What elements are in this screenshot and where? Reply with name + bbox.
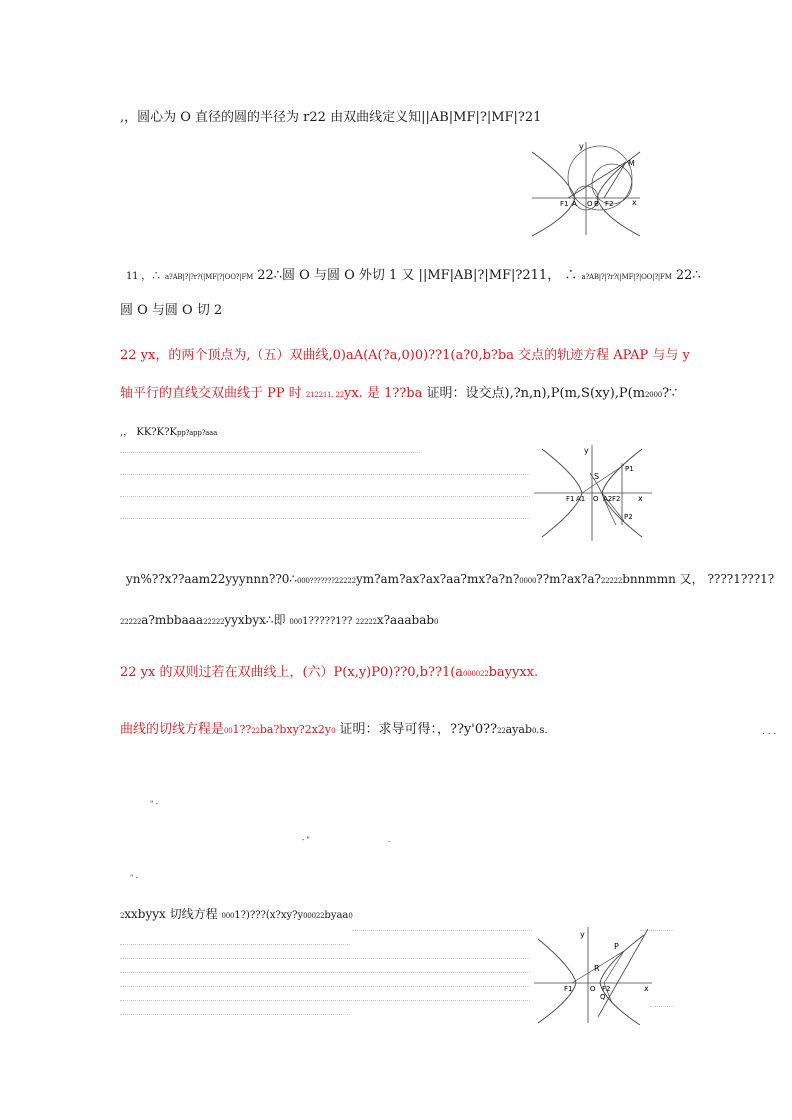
hyperbola-left-branch (532, 152, 575, 236)
label-O: O (593, 495, 599, 503)
line-7-part-f: 22222 (600, 577, 623, 585)
hyperbola-right-branch (600, 935, 644, 1025)
line-8-part-c: 22222 (203, 618, 225, 626)
line-11-part-c: 000 (221, 912, 235, 920)
stray-mark-3 (388, 832, 390, 848)
dotted-rule-5 (352, 930, 532, 931)
label-P1: P1 (625, 465, 634, 473)
line-5-part-g: ?∵ (662, 386, 678, 401)
segment-f2-m (604, 162, 626, 198)
line-11-part-g: 0 (348, 912, 353, 920)
label-B: B (594, 200, 599, 208)
line-a1-p1 (582, 465, 624, 493)
label-x: x (644, 984, 649, 993)
hyperbola-left-branch (538, 939, 576, 1023)
label-Q: Q (600, 993, 606, 1001)
dotted-rule-11 (120, 1014, 350, 1015)
dotted-rule-2 (120, 474, 530, 475)
line-10-part-h: 证明：求导可得：，??y'0?? (335, 722, 498, 737)
label-y: y (580, 930, 585, 939)
line-7-part-b: 000???????22222 (297, 577, 356, 585)
stray-mark-4 (130, 870, 138, 886)
label-F2: F2 (605, 200, 614, 208)
line-6-part-a: ,， KK?K?K (120, 427, 177, 438)
line-2-part-b: a?AB|?|?r?(|MF|?|OO?|FM (165, 273, 254, 281)
text-line-11 (120, 906, 353, 924)
line-8-part-f: 1?????1?? (302, 616, 356, 627)
line-10-part-g: 0 (331, 727, 336, 735)
label-F2: F2 (612, 495, 621, 503)
line-11-part-a: 2 (120, 912, 125, 920)
line-5-part-b: 212211. 22 (305, 391, 344, 399)
label-O: O (590, 985, 596, 993)
dotted-rule-4 (120, 518, 530, 519)
figure-hyperbola-circles (530, 140, 650, 240)
line-5-part-e: 证明：设交点),?n,n),P(m,S(xy),P(m (422, 386, 646, 401)
line-8-part-e: 000 (289, 618, 303, 626)
line-8-part-d: yyxbyx∴即 (224, 613, 290, 627)
text-line-6 (120, 424, 217, 441)
label-P2: P2 (624, 513, 633, 521)
line-2-part-d: a?AB|?|?r?(|MF|?|OO|?|FM (581, 273, 672, 281)
label-y: y (584, 446, 589, 455)
line-8-part-g: 22222 (355, 618, 377, 626)
line-10-part-j: ayab (505, 723, 532, 736)
label-F1: F1 (564, 985, 573, 993)
stray-mark-4-text: " - (130, 874, 138, 882)
label-P: P (614, 942, 619, 951)
label-M: M (628, 159, 635, 168)
text-line-9-red (120, 665, 538, 682)
label-y: y (579, 142, 584, 151)
dotted-rule-8 (120, 972, 530, 973)
text-line-3 (120, 303, 222, 319)
stray-mark-1-text: " - (150, 800, 158, 808)
trailing-dots-text: . . . (762, 727, 777, 737)
label-F1: F1 (566, 495, 575, 503)
line-8-part-h: x?aaabab (376, 613, 435, 627)
label-F2: F2 (602, 985, 611, 993)
line-7-part-c: ym?am?ax?ax?aa?mx?a?n? (355, 572, 520, 586)
stray-mark-2-text: - " (302, 836, 310, 844)
tangent-line (598, 929, 648, 1017)
figure-hyperbola-chord (532, 443, 662, 543)
line-8-part-a: 22222 (120, 618, 142, 626)
line-1-text: ,，圆心为 O 直径的圆的半径为 r22 由双曲线定义知||AB|MF|?|MF|?21 (120, 110, 542, 125)
line-9-part-a: 22 yx 的双则过若在双曲线上，(六）P(x,y)P0)??0,b??1(a (120, 665, 464, 680)
line-10-part-k: 0 (531, 727, 537, 735)
label-O: O (587, 200, 593, 208)
dotted-rule-6 (120, 944, 350, 945)
text-line-10 (120, 722, 548, 739)
line-8-part-i: 0 (434, 618, 439, 626)
line-10-part-i: 22 (497, 727, 506, 735)
line-5-part-d: ba (406, 386, 423, 401)
line-5-part-c: yx. 是 1?? (344, 386, 407, 401)
line-10-part-b: 00 (224, 727, 233, 735)
text-line-7 (126, 571, 774, 589)
line-2-part-c: 22∴圆 O 与圆 O 外切 1 又 ||MF|AB|?|MF|?211， ∴ (257, 268, 578, 283)
text-line-1 (120, 110, 541, 126)
dotted-rule-7 (120, 958, 530, 959)
line-10-part-c: 1?? (232, 723, 252, 736)
line-5-part-f: 2000 (645, 391, 663, 399)
label-A2: A2 (603, 495, 613, 503)
trailing-dots (762, 724, 776, 740)
dotted-rule-1 (120, 452, 420, 453)
line-7-part-g: bnnmmn 又， ????1???1? (622, 572, 775, 586)
line-7-part-d: 0000 (519, 577, 537, 585)
line-3-text: 圆 O 与圆 O 切 2 (120, 303, 223, 318)
label-F1: F1 (560, 200, 569, 208)
line-6-part-b: pp?app?aaa (176, 429, 218, 437)
dotted-rule-3 (120, 496, 530, 497)
segment-f2-p (604, 951, 624, 983)
line-10-part-d: 22 (251, 727, 260, 735)
label-x: x (638, 494, 643, 503)
stray-mark-1 (150, 796, 158, 812)
line-2-part-a: 11 ，∴ (126, 271, 161, 282)
text-line-2 (126, 268, 701, 285)
stray-mark-3-text: . (388, 836, 391, 844)
text-line-4-red (120, 348, 690, 364)
label-A: A (572, 200, 577, 208)
line-10-part-e: ba (259, 723, 274, 736)
dotted-rule-9 (120, 986, 530, 987)
line-11-part-e: 00022 (303, 912, 325, 920)
label-A1: A1 (576, 495, 586, 503)
dotted-rule-10 (120, 1000, 530, 1001)
line-11-part-d: 1?)???(x?xy?y (234, 910, 304, 921)
line-10-part-f: ?bxy?2x2y (273, 723, 332, 736)
line-7-part-a: yn%??x??aam22yyynnn??0∴ (126, 572, 298, 586)
line-9-part-c: bayyxx. (488, 665, 539, 680)
line-4-part-b: ba 交点的轨迹方程 APAP 与与 y (497, 348, 690, 363)
line-8-part-b: a?mbbaaa (141, 613, 204, 627)
line-11-part-f: byaa (324, 910, 349, 921)
label-x: x (632, 198, 637, 207)
line-9-part-b: 000022 (463, 670, 489, 678)
stray-mark-2 (302, 832, 310, 848)
line-10-part-l: .s. (536, 725, 548, 736)
line-11-part-b: xxbyyx 切线方程 (124, 907, 222, 921)
line-5-part-a: 轴平行的直线交双曲线于 PP 时 (120, 386, 306, 401)
label-R: R (594, 964, 600, 973)
text-line-5 (120, 386, 677, 403)
label-S: S (594, 472, 600, 481)
text-line-8 (120, 612, 438, 630)
line-10-part-a: 曲线的切线方程是 (120, 722, 225, 737)
figure-hyperbola-tangent (532, 925, 662, 1025)
line-2-part-e: 22∴ (675, 268, 701, 283)
line-4-part-a: 22 yx，的两个顶点为,（五）双曲线,0)aA(A(?a,0)0)??1(a?0,b? (120, 348, 498, 363)
line-7-part-e: ??m?ax?a? (536, 572, 601, 586)
